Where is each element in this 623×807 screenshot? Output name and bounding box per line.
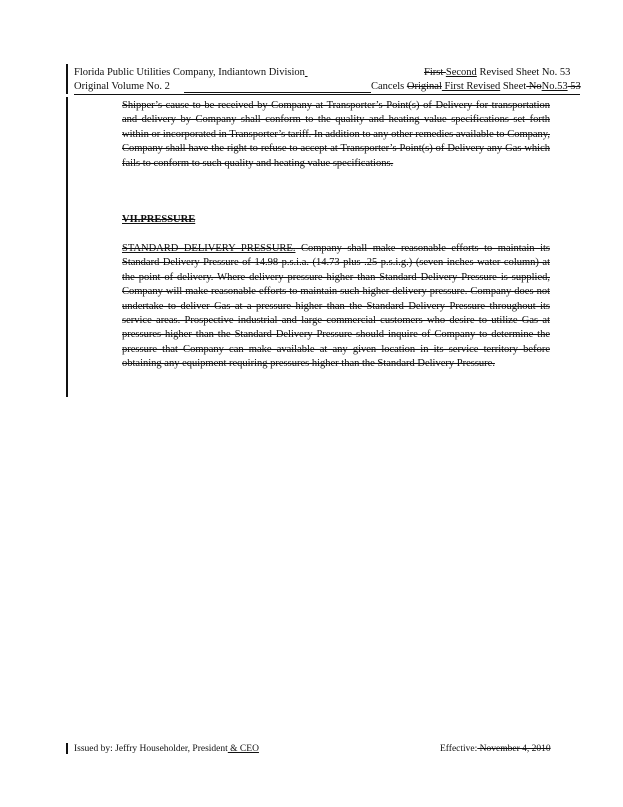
header-change-bar	[66, 64, 68, 94]
sheet-number: First Second Revised Sheet No. 53	[424, 67, 571, 78]
effective-date: Effective: November 4, 2010	[440, 744, 551, 754]
inserted-second: Second	[445, 67, 477, 78]
quality-paragraph: Shipper’s cause to be received by Company at Transporter’s Point(s) of Delivery for transportation and delivery by Company shall conform to the quality and heating value specifications set forth within or incorporated in Transporter’s tariff. In addition to any other remedies available to Company, Company shall have the right to refuse to accept at Transporter’s Point(s) of Delivery any Gas which fails to conform to such quality and heating value specifications.	[122, 100, 550, 169]
pressure-paragraph: STANDARD DELIVERY PRESSURE. Company shall make reasonable efforts to maintain its Standard Delivery Pressure of 14.98 p.s.i.a. (14.73 plus .25 p.s.i.g.) (seven inches water column) at the point of delivery. Where delivery pressure higher than Standard Delivery Pressure is supplied, Company will make reasonable efforts to maintain such higher delivery pressure. Company does not undertake to deliver Gas at a pressure higher than the Standard Delivery Pressure throughout its service areas. Prospective industrial and large commercial customers who desire to utilize Gas at pressures higher than the Standard Delivery Pressure should inquire of Company to determine the pressure that Company can make available at any given location in its service territory before obtaining any equipment requiring pressures higher than the Standard Delivery Pressure.	[122, 243, 550, 370]
deleted-first: First	[424, 67, 446, 78]
pressure-lead: STANDARD DELIVERY PRESSURE.	[122, 243, 296, 254]
body-change-bar	[66, 97, 68, 397]
volume-line: Original Volume No. 2	[74, 81, 170, 92]
company-name: Florida Public Utilities Company, Indiantown Division	[74, 67, 305, 78]
section-heading: VII.PRESSURE	[122, 214, 196, 225]
issued-by: Issued by: Jeffry Householder, President & CEO	[74, 744, 259, 754]
footer-change-bar	[66, 743, 68, 754]
cancels-line: Cancels Original First Revised Sheet NoNo.53 53	[371, 81, 581, 92]
volume-underline	[184, 92, 371, 93]
header-rule	[74, 94, 580, 95]
